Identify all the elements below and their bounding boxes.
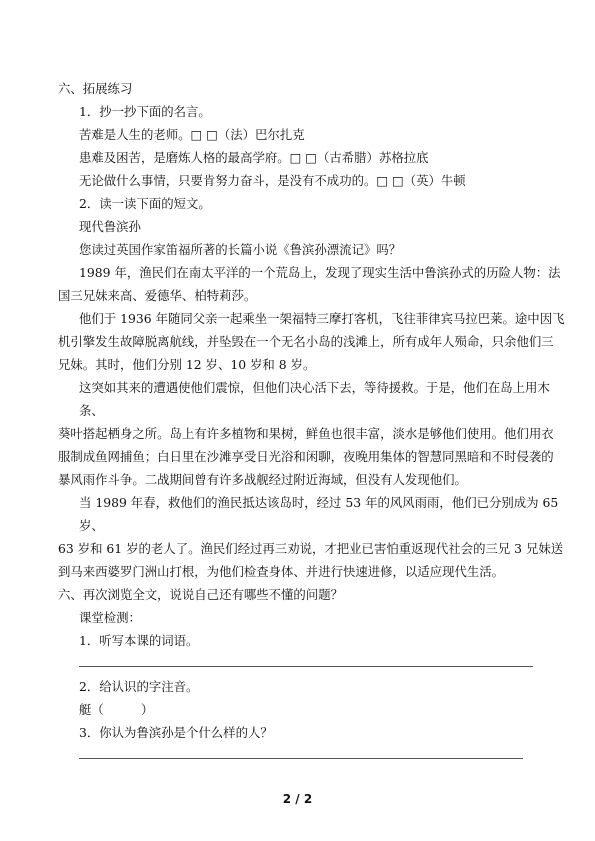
paragraph-2-line: 机引擎发生故障脱离航线，并坠毁在一个无名小岛的浅滩上，所有成年人殒命，只余他们三 bbox=[58, 334, 554, 349]
story-intro: 您读过英国作家笛福所著的长篇小说《鲁滨孙漂流记》吗？ bbox=[79, 242, 402, 257]
paragraph-3-line: 暴风雨作斗争。二战期间曾有许多战舰经过附近海域，但没有人发现他们。 bbox=[58, 472, 467, 487]
paragraph-2-line: 兄妹。其时，他们分别 12 岁、10 岁和 8 岁。 bbox=[58, 357, 316, 372]
story-title: 现代鲁滨孙 bbox=[79, 219, 141, 234]
check-item-1: 1．听写本课的词语。 bbox=[79, 633, 199, 648]
paragraph-1-line: 国三兄妹来高、爱德华、柏特莉莎。 bbox=[58, 288, 257, 303]
paragraph-3-line: 条、 bbox=[79, 403, 104, 418]
paragraph-4-line: 当 1989 年春，救他们的渔民抵达该岛时，经过 53 年的风风雨雨，他们已分别成为 65 bbox=[79, 495, 559, 510]
check-item-3: 3．你认为鲁滨孙是个什么样的人？ bbox=[79, 725, 273, 740]
page-number: 2 / 2 bbox=[282, 792, 313, 806]
quote-1: 苦难是人生的老师。□ □（法）巴尔扎克 bbox=[79, 127, 305, 142]
question-2: 2．读一读下面的短文。 bbox=[79, 196, 211, 211]
check-item-2: 2．给认识的字注音。 bbox=[79, 679, 199, 694]
quote-2: 患难及困苦，是磨炼人格的最高学府。□ □（古希腊）苏格拉底 bbox=[79, 150, 429, 165]
question-1: 1．抄一抄下面的名言。 bbox=[79, 104, 211, 119]
paragraph-4-line: 到马来西婆罗门洲山打根，为他们检查身体、并进行快速进修，以适应现代生活。 bbox=[58, 564, 505, 579]
paragraph-4-line: 岁、 bbox=[79, 518, 104, 533]
answer-line bbox=[79, 758, 523, 759]
paragraph-3-line: 葵叶搭起栖身之所。岛上有许多植物和果树，鲜鱼也很丰富，淡水是够他们使用。他们用衣 bbox=[58, 426, 554, 441]
review-heading: 六、再次浏览全文，说说自己还有哪些不懂的问题？ bbox=[58, 587, 343, 602]
paragraph-1-line: 1989 年，渔民们在南太平洋的一个荒岛上，发现了现实生活中鲁滨孙式的历险人物：法 bbox=[79, 265, 561, 280]
paragraph-2-line: 他们于 1936 年随同父亲一起乘坐一架福特三摩打客机，飞往菲律宾马拉巴莱。途中因飞 bbox=[79, 311, 565, 326]
paragraph-3-line: 这突如其来的遭遇使他们震惊，但他们决心活下去，等待援救。于是，他们在岛上用木 bbox=[79, 380, 550, 395]
check-item-2-blank: 艇（ ） bbox=[79, 702, 154, 717]
paragraph-4-line: 63 岁和 61 岁的老人了。渔民们经过再三劝说，才把业已害怕重返现代社会的三兄 3 兄妹送 bbox=[58, 541, 564, 556]
quote-3: 无论做什么事情，只要肯努力奋斗，是没有不成功的。□ □（英）牛顿 bbox=[79, 173, 466, 188]
classroom-check-label: 课堂检测： bbox=[79, 610, 141, 625]
extension-heading: 六、拓展练习 bbox=[58, 81, 133, 96]
paragraph-3-line: 服制成鱼网捕鱼；白日里在沙滩享受日光浴和闲聊，夜晚用集体的智慧同黑暗和不时侵袭的 bbox=[58, 449, 554, 464]
answer-line bbox=[79, 666, 533, 667]
